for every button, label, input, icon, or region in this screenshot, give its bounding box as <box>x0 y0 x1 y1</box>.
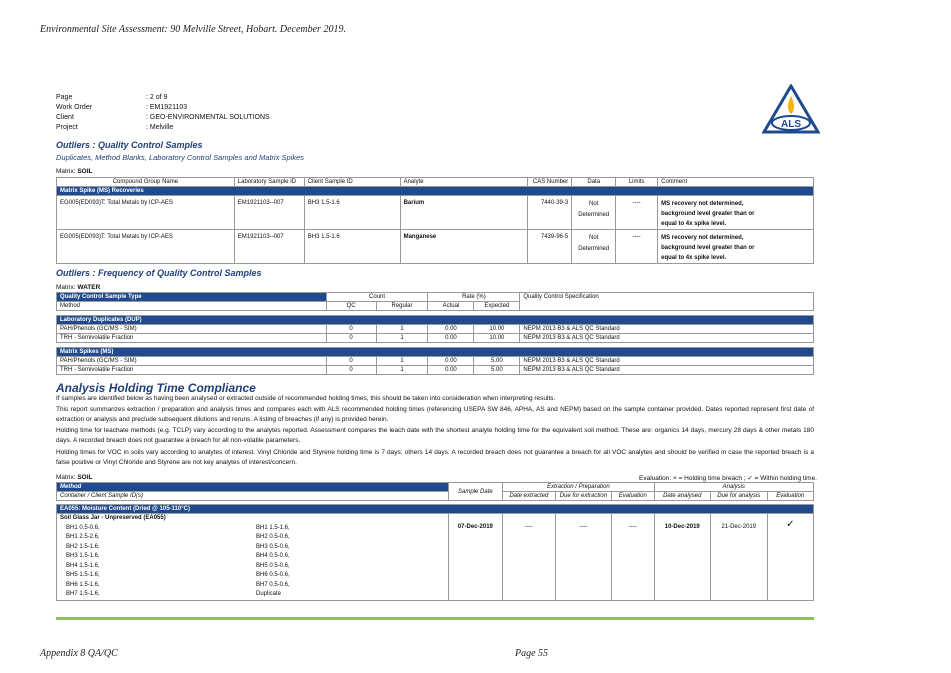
band-matrix-spikes: Matrix Spikes (MS) <box>57 348 814 357</box>
col-lab-sample-id: Laboratory Sample ID <box>234 178 304 187</box>
matrix-label-water: Matrix: WATER <box>56 284 101 291</box>
col-analyte: Analyte <box>400 178 528 187</box>
footer-left: Appendix 8 QA/QC <box>40 648 118 659</box>
section-subtitle-qc-samples: Duplicates, Method Blanks, Laboratory Control Samples and Matrix Spikes <box>56 153 305 162</box>
table-row: TRH - Semivolatile Fraction 0 1 0.00 5.00 NEPM 2013 B3 & ALS QC Standard <box>57 366 814 375</box>
holding-time-table <box>56 482 814 601</box>
table-header-row: Quality Control Sample Type Count Rate (%) Quality Control Specification <box>57 293 814 302</box>
table-row: PAH/Phenols (GC/MS - SIM) 0 1 0.00 5.00 NEPM 2013 B3 & ALS QC Standard <box>57 357 814 366</box>
table-row: PAH/Phenols (GC/MS - SIM) 0 1 0.00 10.00 NEPM 2013 B3 & ALS QC Standard <box>57 325 814 334</box>
qc-frequency-table <box>56 292 814 375</box>
matrix-label-soil: Matrix: SOIL <box>56 168 93 175</box>
logo-text: ALS <box>781 119 801 130</box>
evaluation-legend: Evaluation: × = Holding time breach ; ✓ = Within holding time. <box>639 475 817 482</box>
sample-id-column-left: BH1 0.5-0.6, BH1 2.5-2.6, BH2 1.5-1.6, BH3 1.5-1.6, BH4 1.5-1.6, BH5 1.5-1.6, BH6 1.5-1.6, BH7 1.5-1.6, <box>66 524 100 597</box>
col-compound-group: Compound Group Name <box>57 178 235 187</box>
table-header-row <box>57 178 814 187</box>
sample-id-list <box>60 524 445 600</box>
holding-paragraph-3: Holding time for leachate methods (e.g. TCLP) vary according to the analytes reported. Assessment compares the leach date with the shortest analyte holding time for the equivalent soil method. These are: organics 14 days, mercury 28 days & other metals 180 days. A recorded breach does not guarantee a breach for all non-volatile parameters. <box>56 427 814 444</box>
sample-id-column-right: BH1 1.5-1.6, BH2 0.5-0.6, BH3 0.5-0.6, BH4 0.5-0.6, BH5 0.5-0.6, BH6 0.5-0.6, BH7 0.5-0.6, Duplicate <box>256 524 290 597</box>
due-extraction: ---- <box>555 514 612 601</box>
table-row: TRH - Semivolatile Fraction 0 1 0.00 10.00 NEPM 2013 B3 & ALS QC Standard <box>57 334 814 343</box>
holding-paragraph-4: Holding times for VOC in soils vary according to analytes of interest. Vinyl Chloride and Styrene holding time is 7 days; others 14 days. A recorded breach does not guarantee a breach for all VOC analytes and should be verified in case the reported breach is a false positive or Vinyl Chloride and Styrene are not key analytes of interest/concern. <box>56 449 814 466</box>
table-row: EG005(ED093)T: Total Metals by ICP-AES EM1921103--007 BH3 1.5-1.6 Barium 7440-39-3 Not Determined ---- MS recovery not determined, background level greater than or equal to 4x spike level. <box>57 196 814 230</box>
extraction-evaluation: ---- <box>612 514 654 601</box>
holding-paragraph-2: This report summarizes extraction / preparation and analysis times and compares each with ALS recommended holding times (referencing USEPA SW 846, APHA, AS and NEPM) based on the sample container provided. Dates reported represent first date of extraction or analysis and preclude subsequent dilutions and reruns. A listing of breaches (if any) is provided herein. <box>56 406 814 423</box>
table-row: EG005(ED093)T: Total Metals by ICP-AES EM1921103--007 BH3 1.5-1.6 Manganese 7439-96-5 Not Determined ---- MS recovery not determined, background level greater than or equal to 4x spike level. <box>57 230 814 264</box>
due-analysis: 21-Dec-2019 <box>711 514 768 601</box>
section-title-holding-time: Analysis Holding Time Compliance <box>56 381 256 395</box>
document-header-title: Environmental Site Assessment: 90 Melville Street, Hobart. December 2019. <box>40 24 346 35</box>
table-subheader-row: Method QC Regular Actual Expected <box>57 302 814 311</box>
col-data: Data <box>572 178 616 187</box>
analysis-evaluation-check-icon: ✓ <box>767 514 813 601</box>
table-header-row: Method Sample Date Extraction / Preparation Analysis <box>57 483 814 492</box>
footer-page-number: Page 55 <box>515 648 549 659</box>
report-meta: Page : 2 of 9 Work Order : EM1921103 Client : GEO-ENVIRONMENTAL SOLUTIONS Project : Melville <box>56 94 270 131</box>
table-subheader-row: Container / Client Sample ID(s) Date extracted Due for extraction Evaluation Date analysed Due for analysis Evaluation <box>57 492 814 501</box>
band-lab-duplicates: Laboratory Duplicates (DUP) <box>57 316 814 325</box>
qc-outliers-table <box>56 177 814 264</box>
col-comment: Comment <box>658 178 814 187</box>
table-row <box>57 514 814 601</box>
sample-date: 07-Dec-2019 <box>448 514 503 601</box>
date-analysed: 10-Dec-2019 <box>654 514 711 601</box>
date-extracted: ---- <box>503 514 555 601</box>
als-logo <box>762 84 820 134</box>
col-client-sample-id: Client Sample ID <box>304 178 400 187</box>
section-title-qc-samples: Outliers : Quality Control Samples <box>56 140 203 150</box>
col-limits: Limits <box>616 178 658 187</box>
section-title-qc-frequency: Outliers : Frequency of Quality Control Samples <box>56 268 262 278</box>
band-matrix-spike: Matrix Spike (MS) Recoveries <box>57 187 814 196</box>
matrix-label-soil-holding: Matrix: SOIL <box>56 474 93 481</box>
container-label: Soil Glass Jar - Unpreserved (EA055) <box>60 515 166 521</box>
footer-rule <box>56 617 814 620</box>
col-cas-number: CAS Number <box>528 178 572 187</box>
band-ea055: EA055: Moisture Content (Dried @ 105-110°C) <box>57 505 814 514</box>
holding-paragraph-1: If samples are identified below as having been analysed or extracted outside of recommended holding times, this should be taken into consideration when interpreting results. <box>56 395 556 402</box>
